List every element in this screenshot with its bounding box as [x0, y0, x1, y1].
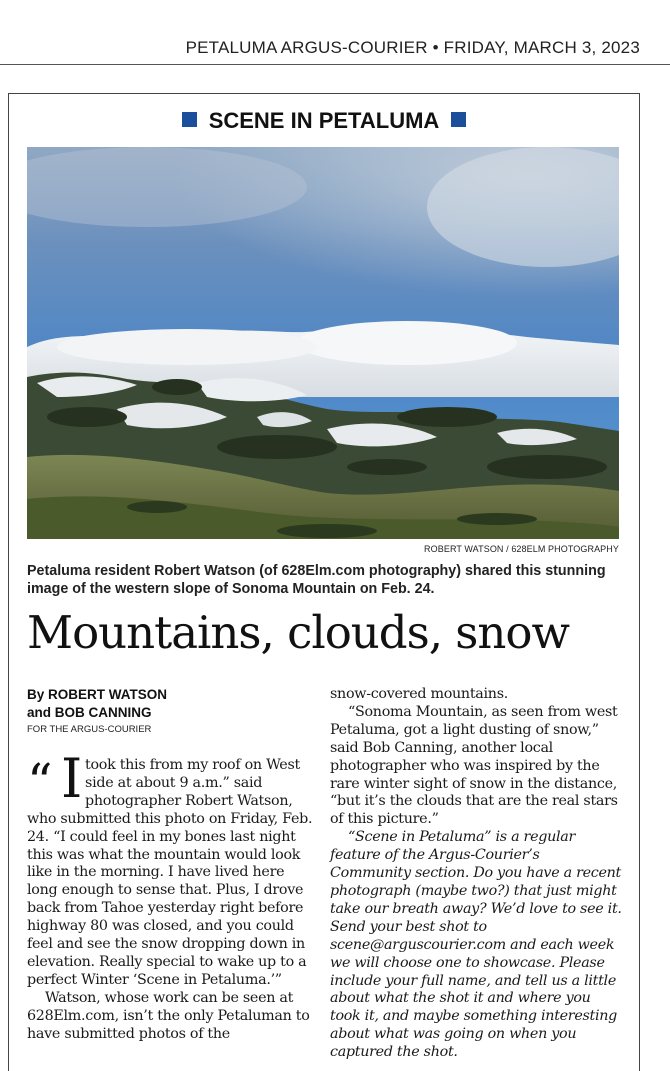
paragraph-text: took this from my roof on West side at about 9 a.m.” said photographer Robert Watson, who submitted this photo on Friday, Feb. 24. “I could feel in my bones last night this was what the mountain would look like in the morning. I have lived here long enough to sense that. Plus, I drove back from Tahoe yesterday right before highway 80 was closed, and you could feel and see the snow dropping down in elevation. Really special to wake up to a perfect Winter ‘Scene in Petaluma.’”: [27, 757, 313, 988]
byline-author-1: By ROBERT WATSON: [27, 687, 168, 702]
byline-author-2: and BOB CANNING: [27, 705, 152, 720]
paragraph-text: “Sonoma Mountain, as seen from west Petaluma, got a light dusting of snow,” said Bob Canning, another local photographer who was inspired by the rare winter sight of snow in the distance, “but it’s the clouds that are the real stars of this picture.”: [330, 703, 618, 828]
open-quote-mark: “: [27, 753, 53, 811]
submission-note: “Scene in Petaluma” is a regular feature of the Argus-Courier’s Community section. Do you have a recent photograph (maybe two?) that just might take our breath away? We’d love to see it. Send your best shot to scene@arguscourier.com and each week we will choose one to showcase. Please include your full name, and tell us a little about what the shot it and where you took it, and maybe something interesting about what was going on when you captured the shot.: [330, 829, 622, 1061]
mountain-photo: [27, 147, 619, 539]
headline: Mountains, clouds, snow: [27, 606, 569, 659]
byline: [27, 686, 317, 722]
drop-cap: I: [61, 747, 83, 810]
section-header: [0, 108, 648, 134]
article-column-1: [27, 747, 317, 1044]
photo-caption: Petaluma resident Robert Watson (of 628Elm.com photography) shared this stunning image of the western slope of Sonoma Mountain on Feb. 24.: [27, 563, 606, 597]
section-title: SCENE IN PETALUMA: [208, 108, 440, 133]
blue-square-icon: [451, 112, 466, 127]
blue-square-icon: [182, 112, 197, 127]
byline-organization: FOR THE ARGUS-COURIER: [27, 724, 152, 735]
masthead: PETALUMA ARGUS-COURIER • FRIDAY, MARCH 3, 2023: [185, 38, 640, 57]
article-column-2: [330, 686, 622, 1062]
photo-credit: ROBERT WATSON / 628ELM PHOTOGRAPHY: [424, 544, 619, 554]
paragraph-text: snow-covered mountains.: [330, 686, 508, 702]
paragraph-text: Watson, whose work can be seen at 628Elm.com, isn’t the only Petaluman to have submitted photos of the: [27, 989, 310, 1042]
lead-paragraph: [27, 747, 317, 990]
masthead-rule: [0, 64, 670, 65]
